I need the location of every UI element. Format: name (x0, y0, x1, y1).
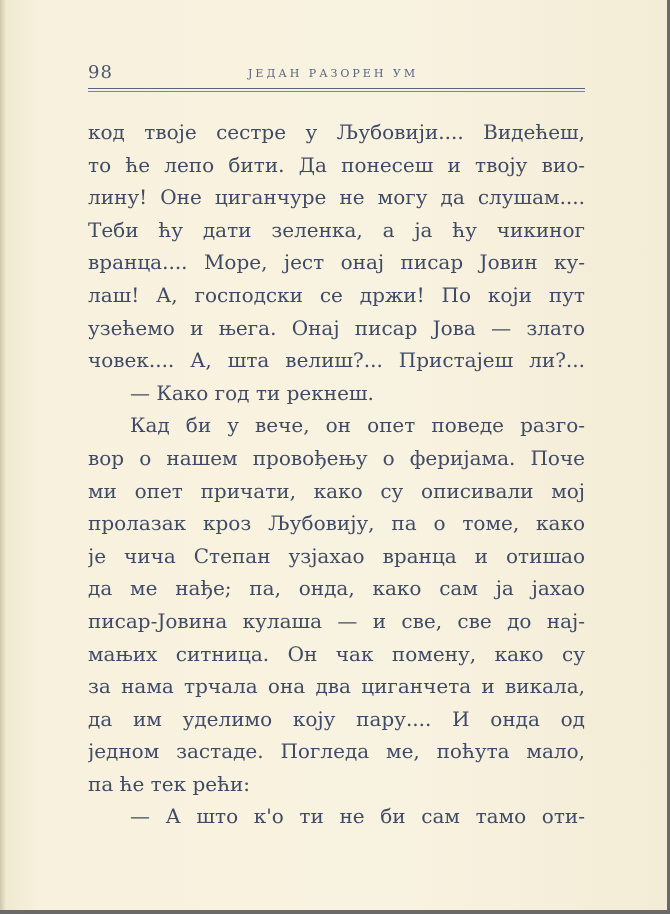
text-line: да ме нађе; па, онда, како сам ја јахао (88, 576, 585, 601)
text-line: вор о нашем провођењу о феријама. Поче (88, 445, 585, 470)
text-line: лину! Оне циганчуре не могу да слушам.... (88, 185, 585, 210)
text-line: то ће лепо бити. Да понесеш и твоју вио- (88, 152, 585, 177)
text-line: је чича Степан узјахао вранца и отишао (88, 543, 585, 568)
text-line: мањих ситница. Он чак помену, како су (88, 641, 585, 666)
text-line: па ће тек рећи: (88, 771, 251, 796)
text-line: узећемо и њега. Онај писар Јова — злато (88, 315, 585, 340)
text-line: — А што к'о ти не би сам тамо оти- (130, 804, 585, 829)
text-line: човек.... А, шта велиш?... Пристајеш ли?... (88, 348, 585, 373)
body-text (88, 116, 585, 833)
header-rule-secondary (88, 91, 585, 92)
text-line: вранца.... Море, јест онај писар Јовин ку- (88, 250, 585, 275)
text-line: писар-Јовина кулаша — и све, све до нај- (88, 608, 585, 633)
text-line: Кад би у вече, он опет поведе разго- (130, 413, 585, 438)
page-bottom-edge (0, 910, 670, 914)
running-head (88, 62, 585, 84)
text-line: пролазак кроз Љубовију, па о томе, како (88, 511, 585, 536)
text-line: једном застаде. Погледа ме, поћута мало, (88, 739, 585, 764)
text-line: за нама трчала она два циганчета и викала, (88, 674, 585, 699)
text-line: ми опет причати, како су описивали мој (88, 478, 585, 503)
page-left-edge (0, 0, 6, 914)
text-line: — Како год ти рекнеш. (130, 380, 374, 405)
text-line: код твоје сестре у Љубовији.... Видећеш, (88, 120, 585, 144)
running-title: ЈЕДАН РАЗОРЕН УМ (248, 67, 419, 80)
text-line: лаш! А, господски се држи! По који пут (88, 282, 585, 307)
text-line: Теби ћу дати зеленка, а ја ћу чикиног (88, 217, 585, 242)
page-number: 98 (88, 62, 113, 83)
header-rule (88, 88, 585, 89)
text-line: да им уделимо коју пару.... И онда од (88, 706, 585, 731)
